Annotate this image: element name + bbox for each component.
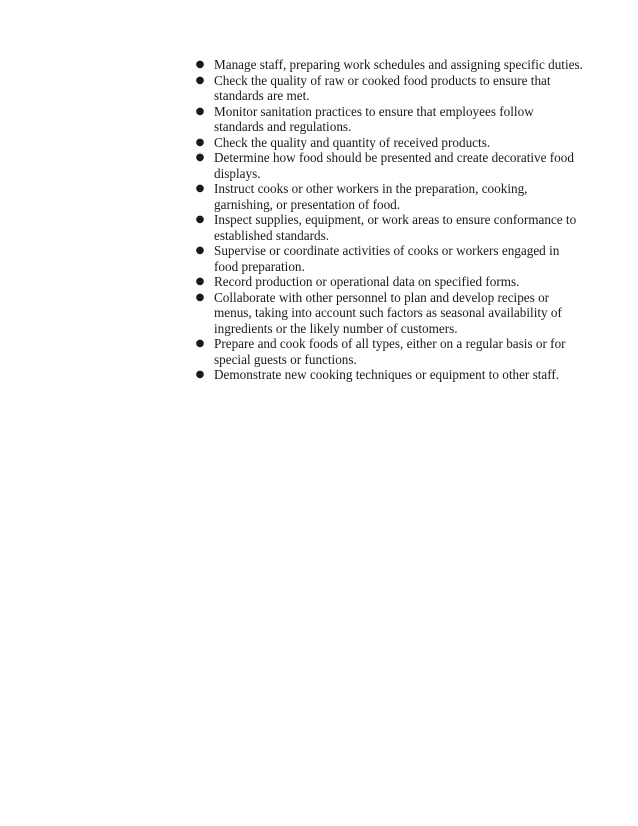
bullet-icon: ● [195, 291, 205, 303]
bullet-icon: ● [195, 105, 205, 117]
bullet-icon: ● [195, 183, 205, 194]
bullet-icon: ● [195, 152, 205, 163]
list-item-text: Instruct cooks or other workers in the preparation, cooking, garnishing, or presentation of food. [214, 181, 528, 212]
list-item [190, 274, 585, 290]
bullet-icon: ● [195, 59, 205, 70]
list-item-text: Determine how food should be presented and create decorative food displays. [214, 150, 574, 181]
list-item [190, 57, 585, 73]
bullet-icon: ● [195, 276, 205, 287]
bullet-icon: ● [195, 214, 205, 225]
bullet-icon: ● [195, 338, 205, 349]
list-item [190, 181, 585, 212]
list-item-text: Check the quality and quantity of received products. [214, 134, 491, 150]
list-item [190, 336, 585, 367]
duties-bullet-list [190, 57, 585, 383]
list-item-text: Collaborate with other personnel to plan and develop recipes or menus, taking into account such factors as seasonal availability of ingredients or the likely number of customers. [214, 289, 562, 336]
list-item [190, 150, 585, 181]
list-item [190, 243, 585, 274]
list-item-text: Inspect supplies, equipment, or work areas to ensure conformance to established standards. [214, 212, 577, 243]
list-item-text: Manage staff, preparing work schedules and assigning specific duties. [214, 57, 583, 72]
bullet-icon: ● [195, 245, 205, 256]
bullet-icon: ● [195, 369, 205, 380]
list-item-text: Monitor sanitation practices to ensure that employees follow standards and regulations. [214, 103, 534, 134]
bullet-icon: ● [195, 74, 205, 86]
list-item-text: Check the quality of raw or cooked food products to ensure that standards are met. [214, 72, 551, 103]
list-item-text: Demonstrate new cooking techniques or equipment to other staff. [214, 367, 560, 382]
list-item [190, 73, 585, 104]
list-item [190, 212, 585, 243]
list-item [190, 104, 585, 135]
bullet-icon: ● [195, 136, 205, 148]
list-item [190, 135, 585, 151]
list-item-text: Record production or operational data on specified forms. [214, 274, 520, 289]
list-item [190, 367, 585, 383]
list-item-text: Supervise or coordinate activities of cooks or workers engaged in food preparation. [214, 243, 560, 274]
list-item-text: Prepare and cook foods of all types, either on a regular basis or for special guests or functions. [214, 336, 566, 367]
list-item [190, 290, 585, 337]
